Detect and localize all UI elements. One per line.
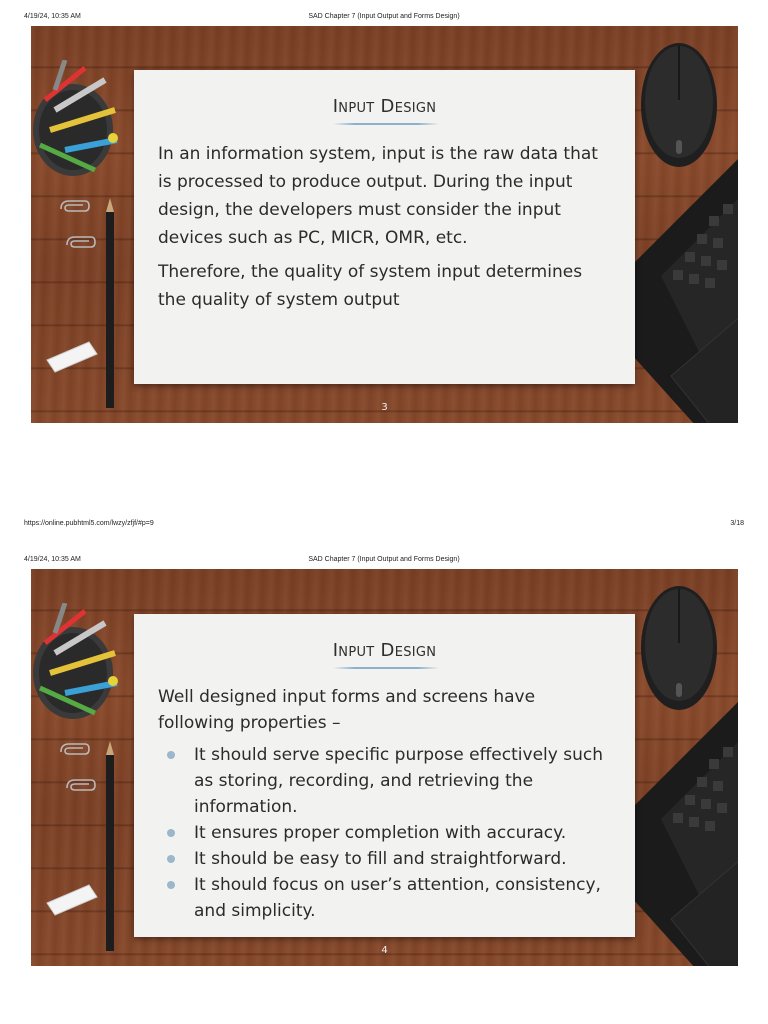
slide-number: 3 — [381, 402, 388, 413]
bullet-item — [158, 872, 607, 924]
print-datetime: 4/19/24, 10:35 AM — [24, 556, 81, 563]
print-header — [0, 553, 768, 567]
slide-body — [158, 684, 607, 924]
mouse-image — [639, 583, 721, 713]
title-underline — [333, 667, 439, 669]
pencil-cup-image — [31, 60, 125, 190]
bullet-list — [158, 742, 607, 924]
paper-clip-icon — [57, 741, 91, 763]
paper-clip-icon — [63, 777, 97, 799]
body-paragraph: In an information system, input is the raw data that is processed to produce output. During the input design, the developers must consider the input devices such as PC, MICR, OMR, etc. — [158, 144, 598, 248]
circle-bullet-icon — [167, 855, 175, 863]
paper-clip-icon — [57, 198, 91, 220]
slide-number: 4 — [381, 945, 388, 956]
mouse-image — [639, 40, 721, 170]
pencil-image — [105, 741, 115, 951]
bullet-text: It should focus on user’s attention, consistency, and simplicity. — [194, 875, 601, 921]
body-intro: Well designed input forms and screens have following properties – — [158, 687, 536, 733]
bullet-text: It should be easy to fill and straightforward. — [194, 849, 567, 869]
body-paragraph: Therefore, the quality of system input determines the quality of system output — [158, 262, 583, 310]
paper-clip-icon — [63, 234, 97, 256]
slide — [31, 569, 738, 966]
print-header — [0, 10, 768, 24]
print-page-count: 3/18 — [730, 520, 744, 527]
slide-title: Input Design — [332, 640, 437, 661]
eraser-image — [43, 338, 99, 374]
bullet-item — [158, 820, 607, 846]
bullet-text: It should serve specific purpose effectively such as storing, recording, and retrieving the information. — [194, 745, 603, 817]
title-underline — [333, 123, 439, 125]
print-doc-title: SAD Chapter 7 (Input Output and Forms Design) — [308, 556, 460, 563]
slide-paper — [134, 614, 635, 937]
circle-bullet-icon — [167, 881, 175, 889]
slide-title: Input Design — [332, 96, 437, 117]
print-datetime: 4/19/24, 10:35 AM — [24, 13, 81, 20]
bullet-text: It ensures proper completion with accuracy. — [194, 823, 567, 843]
eraser-image — [43, 881, 99, 917]
bullet-item — [158, 846, 607, 872]
slide-paper — [134, 70, 635, 384]
pencil-image — [105, 198, 115, 408]
pencil-cup-image — [31, 603, 125, 733]
slide-body — [158, 140, 607, 320]
print-doc-title: SAD Chapter 7 (Input Output and Forms Design) — [308, 13, 460, 20]
slide — [31, 26, 738, 423]
circle-bullet-icon — [167, 829, 175, 837]
print-footer — [0, 517, 768, 531]
bullet-item — [158, 742, 607, 820]
print-url: https://online.pubhtml5.com/lwzy/zfjf/#p=9 — [24, 520, 154, 527]
circle-bullet-icon — [167, 751, 175, 759]
